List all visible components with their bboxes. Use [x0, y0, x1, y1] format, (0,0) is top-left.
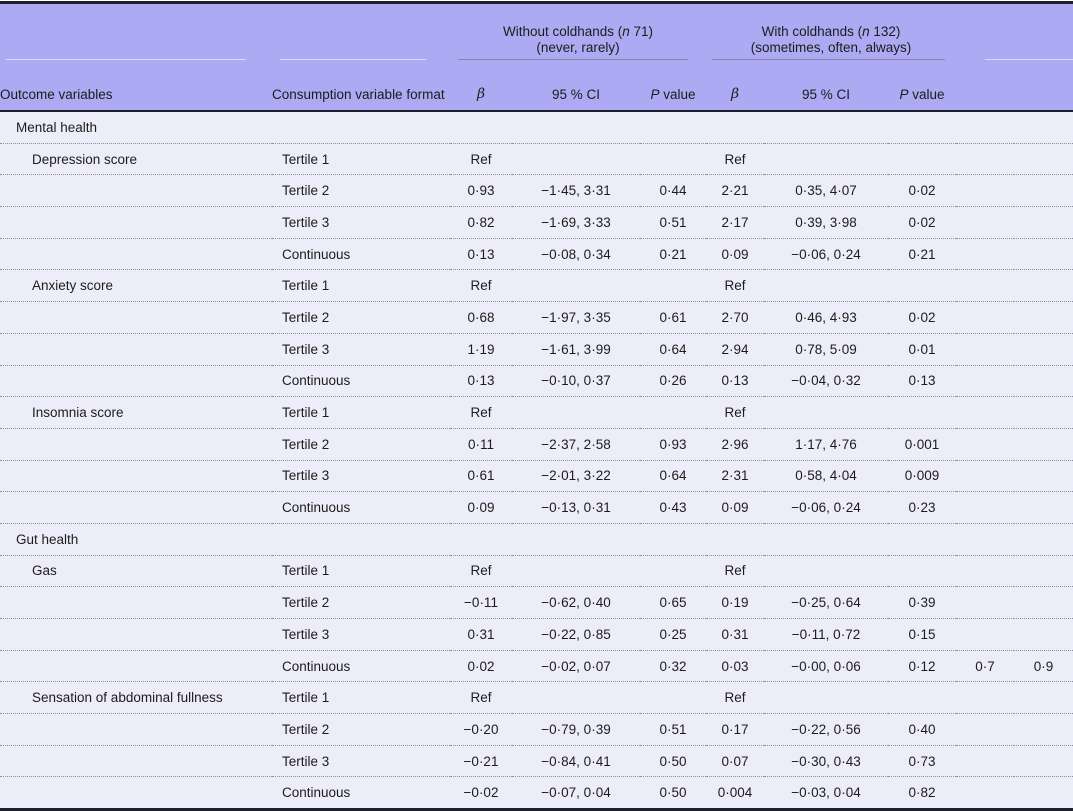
column-header-extra-1 [956, 60, 1014, 111]
cell-format: Tertile 1 [272, 270, 450, 302]
cell-format: Tertile 3 [272, 460, 450, 492]
cell-ci-without: −1·69, 3·33 [512, 207, 640, 239]
beta-symbol: β [476, 86, 486, 102]
cell-pvalue-without: 0·25 [640, 619, 706, 651]
cell-pvalue-with: 0·40 [888, 714, 956, 746]
cell-beta-with: Ref [706, 270, 764, 302]
cell-ci-without: −0·79, 0·39 [512, 714, 640, 746]
cell-ci-with: 0·35, 4·07 [764, 175, 888, 207]
table-row [0, 428, 1073, 460]
cell-beta-without: Ref [450, 143, 512, 175]
table-row [0, 143, 1073, 175]
table-row [0, 397, 1073, 429]
cell-outcome [0, 745, 272, 777]
table-row [0, 302, 1073, 334]
cell-format: Tertile 3 [272, 619, 450, 651]
cell-beta-with: 0·13 [706, 365, 764, 397]
group-title-text: Without coldhands ( [502, 23, 623, 39]
column-header-pvalue-2 [888, 60, 956, 111]
cell-beta-with: 2·31 [706, 460, 764, 492]
cell-pvalue-with: 0·13 [888, 365, 956, 397]
cell-beta-without: −0·21 [450, 745, 512, 777]
cell-format: Tertile 2 [272, 587, 450, 619]
cell-extra-2 [1014, 460, 1073, 492]
cell-extra-1 [956, 587, 1014, 619]
cell-extra-1 [956, 207, 1014, 239]
cell-beta-without: 0·68 [450, 302, 512, 334]
cell-ci-without [512, 143, 640, 175]
cell-extra-2 [1014, 238, 1073, 270]
cell-pvalue-without: 0·50 [640, 745, 706, 777]
cell-pvalue-with: 0·12 [888, 650, 956, 682]
cell-pvalue-with: 0·009 [888, 460, 956, 492]
cell-ci-without: −0·84, 0·41 [512, 745, 640, 777]
cell-ci-with [764, 270, 888, 302]
table-row [0, 365, 1073, 397]
cell-extra-1 [956, 619, 1014, 651]
column-header-beta-2 [706, 60, 764, 111]
cell-pvalue-without [640, 270, 706, 302]
cell-extra-2 [1014, 587, 1073, 619]
cell-extra-1 [956, 270, 1014, 302]
cell-format: Tertile 1 [272, 143, 450, 175]
cell-beta-with: Ref [706, 555, 764, 587]
cell-pvalue-without [640, 682, 706, 714]
cell-beta-without: 0·13 [450, 238, 512, 270]
table-row [0, 745, 1073, 777]
cell-extra-2 [1014, 428, 1073, 460]
cell-extra-2 [1014, 682, 1073, 714]
cell-ci-with [764, 682, 888, 714]
cell-ci-without: −0·22, 0·85 [512, 619, 640, 651]
table-row [0, 682, 1073, 714]
cell-format: Continuous [272, 650, 450, 682]
group-title [450, 24, 706, 40]
cell-ci-without: −0·07, 0·04 [512, 777, 640, 810]
cell-beta-with: 2·17 [706, 207, 764, 239]
cell-beta-with: 0·03 [706, 650, 764, 682]
cell-format: Tertile 2 [272, 714, 450, 746]
cell-beta-with: Ref [706, 143, 764, 175]
cell-outcome: Depression score [0, 143, 272, 175]
table-header [0, 3, 1073, 112]
n-symbol: n [862, 23, 870, 39]
table-row [0, 492, 1073, 524]
cell-format: Tertile 1 [272, 555, 450, 587]
cell-extra-2 [1014, 555, 1073, 587]
cell-pvalue-without: 0·50 [640, 777, 706, 810]
cell-outcome [0, 365, 272, 397]
group-header-without-coldhands [450, 3, 706, 61]
cell-beta-without: Ref [450, 397, 512, 429]
cell-extra-1 [956, 777, 1014, 810]
cell-ci-with: −0·11, 0·72 [764, 619, 888, 651]
cell-ci-with: −0·03, 0·04 [764, 777, 888, 810]
cell-pvalue-with: 0·01 [888, 333, 956, 365]
cell-extra-2 [1014, 175, 1073, 207]
cell-extra-1 [956, 428, 1014, 460]
p-value-label: value [908, 87, 945, 102]
cell-beta-with: 0·17 [706, 714, 764, 746]
cell-pvalue-with: 0·21 [888, 238, 956, 270]
cell-extra-2 [1014, 270, 1073, 302]
table-row [0, 714, 1073, 746]
cell-pvalue-without [640, 397, 706, 429]
group-title-text: 71) [629, 23, 654, 39]
cell-pvalue-with: 0·73 [888, 745, 956, 777]
regression-results-table [0, 1, 1073, 811]
outcome-col-spacer [0, 3, 272, 61]
cell-beta-without: 0·61 [450, 460, 512, 492]
column-header-ci-1: 95 % CI [512, 60, 640, 111]
cell-outcome [0, 492, 272, 524]
table-row [0, 333, 1073, 365]
cell-beta-with: 0·19 [706, 587, 764, 619]
cell-pvalue-with: 0·02 [888, 207, 956, 239]
cell-beta-with: 0·004 [706, 777, 764, 810]
cell-extra-1 [956, 333, 1014, 365]
cell-extra-1 [956, 365, 1014, 397]
extra-col-spacer [956, 3, 1073, 61]
cell-beta-with: 2·70 [706, 302, 764, 334]
cell-pvalue-without: 0·64 [640, 460, 706, 492]
cell-beta-with: Ref [706, 682, 764, 714]
cell-ci-with [764, 143, 888, 175]
cell-extra-2 [1014, 745, 1073, 777]
group-title-text: With coldhands ( [761, 23, 863, 39]
p-value-label: value [659, 87, 696, 102]
cell-ci-with: −0·04, 0·32 [764, 365, 888, 397]
cell-extra-2 [1014, 333, 1073, 365]
cell-ci-with [764, 555, 888, 587]
cell-pvalue-with [888, 555, 956, 587]
cell-extra-2 [1014, 143, 1073, 175]
cell-outcome [0, 207, 272, 239]
cell-beta-without: 0·13 [450, 365, 512, 397]
column-header-ci-2: 95 % CI [764, 60, 888, 111]
cell-ci-with: 0·46, 4·93 [764, 302, 888, 334]
cell-ci-with: −0·22, 0·56 [764, 714, 888, 746]
cell-outcome [0, 619, 272, 651]
table-row [0, 270, 1073, 302]
cell-beta-with: 2·96 [706, 428, 764, 460]
section-label: Mental health [0, 111, 1073, 143]
cell-pvalue-without: 0·93 [640, 428, 706, 460]
cell-pvalue-without: 0·61 [640, 302, 706, 334]
cell-format: Tertile 2 [272, 428, 450, 460]
table-row [0, 460, 1073, 492]
cell-outcome: Anxiety score [0, 270, 272, 302]
cell-pvalue-with: 0·02 [888, 302, 956, 334]
cell-ci-without: −2·01, 3·22 [512, 460, 640, 492]
cell-beta-with: 2·94 [706, 333, 764, 365]
cell-pvalue-with [888, 397, 956, 429]
cell-ci-without [512, 397, 640, 429]
cell-extra-2 [1014, 302, 1073, 334]
cell-beta-without: 0·31 [450, 619, 512, 651]
cell-beta-without: 1·19 [450, 333, 512, 365]
cell-extra-1 [956, 143, 1014, 175]
cell-outcome: Gas [0, 555, 272, 587]
cell-ci-without: −0·08, 0·34 [512, 238, 640, 270]
cell-pvalue-with: 0·15 [888, 619, 956, 651]
cell-pvalue-without: 0·44 [640, 175, 706, 207]
cell-pvalue-without [640, 143, 706, 175]
cell-format: Continuous [272, 777, 450, 810]
cell-extra-1 [956, 460, 1014, 492]
cell-beta-without: −0·02 [450, 777, 512, 810]
cell-ci-with [764, 397, 888, 429]
cell-beta-without: Ref [450, 270, 512, 302]
cell-pvalue-without: 0·43 [640, 492, 706, 524]
column-header-beta-1 [450, 60, 512, 111]
table-row [0, 175, 1073, 207]
cell-extra-1 [956, 492, 1014, 524]
cell-format: Continuous [272, 365, 450, 397]
cell-format: Continuous [272, 492, 450, 524]
column-header-row [0, 60, 1073, 111]
cell-extra-2 [1014, 777, 1073, 810]
cell-pvalue-without: 0·64 [640, 333, 706, 365]
column-header-pvalue-1 [640, 60, 706, 111]
cell-format: Tertile 2 [272, 302, 450, 334]
cell-extra-2 [1014, 365, 1073, 397]
table-body [0, 111, 1073, 810]
cell-beta-with: 0·09 [706, 238, 764, 270]
cell-pvalue-without: 0·51 [640, 207, 706, 239]
table-row [0, 650, 1073, 682]
cell-outcome [0, 302, 272, 334]
table-row [0, 555, 1073, 587]
section-row [0, 523, 1073, 555]
cell-extra-1 [956, 745, 1014, 777]
cell-beta-with: Ref [706, 397, 764, 429]
cell-format: Tertile 1 [272, 682, 450, 714]
cell-ci-with: 0·58, 4·04 [764, 460, 888, 492]
cell-extra-2 [1014, 492, 1073, 524]
cell-format: Tertile 2 [272, 175, 450, 207]
cell-format: Tertile 3 [272, 745, 450, 777]
cell-outcome [0, 238, 272, 270]
cell-pvalue-without: 0·51 [640, 714, 706, 746]
cell-extra-1: 0·7 [956, 650, 1014, 682]
cell-beta-without: Ref [450, 682, 512, 714]
cell-beta-without: Ref [450, 555, 512, 587]
cell-ci-without [512, 270, 640, 302]
cell-pvalue-without: 0·65 [640, 587, 706, 619]
group-title-text: 132) [869, 23, 901, 39]
cell-beta-without: 0·82 [450, 207, 512, 239]
cell-extra-1 [956, 714, 1014, 746]
cell-outcome: Sensation of abdominal fullness [0, 682, 272, 714]
cell-outcome [0, 650, 272, 682]
beta-symbol: β [730, 86, 740, 102]
cell-ci-without: −0·13, 0·31 [512, 492, 640, 524]
table-row [0, 619, 1073, 651]
cell-beta-with: 2·21 [706, 175, 764, 207]
cell-pvalue-without [640, 555, 706, 587]
cell-ci-without: −1·45, 3·31 [512, 175, 640, 207]
cell-pvalue-with: 0·82 [888, 777, 956, 810]
group-title [706, 24, 956, 40]
cell-ci-without: −0·02, 0·07 [512, 650, 640, 682]
cell-outcome: Insomnia score [0, 397, 272, 429]
cell-ci-without: −0·62, 0·40 [512, 587, 640, 619]
cell-ci-with: −0·06, 0·24 [764, 238, 888, 270]
cell-ci-with: −0·06, 0·24 [764, 492, 888, 524]
cell-pvalue-without: 0·32 [640, 650, 706, 682]
section-label: Gut health [0, 523, 1073, 555]
cell-ci-without: −0·10, 0·37 [512, 365, 640, 397]
cell-ci-without [512, 682, 640, 714]
column-header-format: Consumption variable format [272, 60, 450, 111]
cell-beta-with: 0·31 [706, 619, 764, 651]
cell-pvalue-with: 0·02 [888, 175, 956, 207]
cell-format: Tertile 1 [272, 397, 450, 429]
n-symbol: n [622, 23, 630, 39]
cell-extra-1 [956, 302, 1014, 334]
cell-outcome [0, 587, 272, 619]
cell-pvalue-with [888, 270, 956, 302]
cell-ci-without: −1·61, 3·99 [512, 333, 640, 365]
group-header-row [0, 3, 1073, 61]
p-symbol: P [899, 87, 909, 102]
cell-extra-2 [1014, 397, 1073, 429]
cell-beta-with: 0·09 [706, 492, 764, 524]
table-row [0, 207, 1073, 239]
cell-outcome [0, 333, 272, 365]
column-header-extra-2 [1014, 60, 1073, 111]
column-header-outcome: Outcome variables [0, 60, 272, 111]
cell-extra-1 [956, 238, 1014, 270]
cell-pvalue-with: 0·39 [888, 587, 956, 619]
cell-ci-without: −1·97, 3·35 [512, 302, 640, 334]
cell-format: Tertile 3 [272, 333, 450, 365]
cell-extra-2 [1014, 619, 1073, 651]
cell-ci-with: 0·78, 5·09 [764, 333, 888, 365]
cell-outcome [0, 714, 272, 746]
cell-beta-with: 0·07 [706, 745, 764, 777]
cell-format: Tertile 3 [272, 207, 450, 239]
cell-extra-2 [1014, 207, 1073, 239]
cell-extra-1 [956, 397, 1014, 429]
cell-ci-with: 0·39, 3·98 [764, 207, 888, 239]
cell-pvalue-with [888, 143, 956, 175]
cell-outcome [0, 777, 272, 810]
format-col-spacer [272, 3, 450, 61]
cell-pvalue-without: 0·26 [640, 365, 706, 397]
cell-beta-without: 0·93 [450, 175, 512, 207]
p-symbol: P [650, 87, 660, 102]
cell-format: Continuous [272, 238, 450, 270]
cell-pvalue-with [888, 682, 956, 714]
cell-extra-1 [956, 682, 1014, 714]
cell-outcome [0, 460, 272, 492]
cell-outcome [0, 428, 272, 460]
cell-beta-without: −0·11 [450, 587, 512, 619]
cell-ci-with: −0·00, 0·06 [764, 650, 888, 682]
group-subtitle: (never, rarely) [536, 39, 620, 55]
cell-extra-2: 0·9 [1014, 650, 1073, 682]
cell-ci-with: −0·25, 0·64 [764, 587, 888, 619]
cell-pvalue-without: 0·21 [640, 238, 706, 270]
cell-beta-without: 0·02 [450, 650, 512, 682]
cell-ci-without: −2·37, 2·58 [512, 428, 640, 460]
table-row [0, 238, 1073, 270]
cell-ci-with: 1·17, 4·76 [764, 428, 888, 460]
cell-extra-1 [956, 175, 1014, 207]
section-row [0, 111, 1073, 143]
cell-pvalue-with: 0·23 [888, 492, 956, 524]
cell-beta-without: 0·09 [450, 492, 512, 524]
cell-extra-1 [956, 555, 1014, 587]
cell-beta-without: −0·20 [450, 714, 512, 746]
cell-outcome [0, 175, 272, 207]
table-row [0, 587, 1073, 619]
cell-beta-without: 0·11 [450, 428, 512, 460]
cell-ci-without [512, 555, 640, 587]
cell-extra-2 [1014, 714, 1073, 746]
cell-pvalue-with: 0·001 [888, 428, 956, 460]
cell-ci-with: −0·30, 0·43 [764, 745, 888, 777]
table-row [0, 777, 1073, 810]
group-subtitle: (sometimes, often, always) [750, 39, 912, 55]
group-header-with-coldhands [706, 3, 956, 61]
